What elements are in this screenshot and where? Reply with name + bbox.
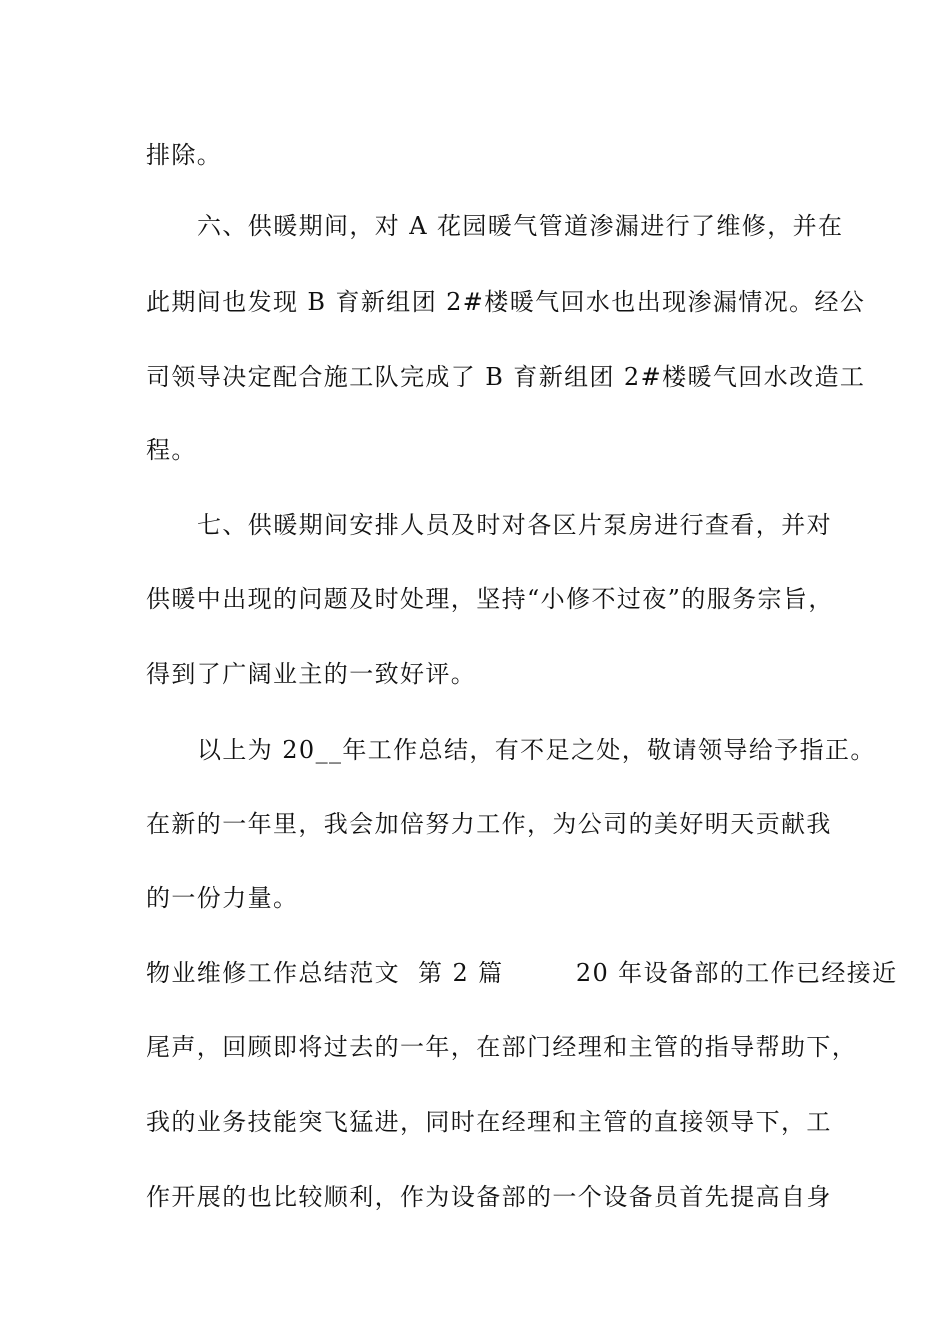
text-line-7: 供暖中出现的问题及时处理，坚持“小修不过夜”的服务宗旨， — [146, 585, 834, 613]
text-line-9: 以上为 20__年工作总结，有不足之处，敬请领导给予指正。 — [197, 736, 876, 764]
text-line-10: 在新的一年里，我会加倍努力工作，为公司的美好明天贡献我 — [146, 810, 832, 838]
text-line-14: 我的业务技能突飞猛进，同时在经理和主管的直接领导下，工 — [146, 1108, 832, 1136]
text-line-1: 排除。 — [146, 141, 223, 169]
text-line-13: 尾声，回顾即将过去的一年，在部门经理和主管的指导帮助下， — [146, 1033, 858, 1061]
text-line-12: 物业维修工作总结范文 第 2 篇 20 年设备部的工作已经接近 — [146, 959, 898, 987]
text-line-8: 得到了广阔业主的一致好评。 — [146, 660, 477, 688]
text-line-2: 六、供暖期间，对 A 花园暖气管道渗漏进行了维修，并在 — [197, 212, 844, 240]
text-line-5: 程。 — [146, 436, 197, 464]
text-line-15: 作开展的也比较顺利，作为设备部的一个设备员首先提高自身 — [146, 1183, 832, 1211]
text-line-11: 的一份力量。 — [146, 884, 299, 912]
text-line-4: 司领导决定配合施工队完成了 B 育新组团 2#楼暖气回水改造工 — [146, 363, 866, 391]
text-line-6: 七、供暖期间安排人员及时对各区片泵房进行查看，并对 — [197, 511, 832, 539]
text-line-3: 此期间也发现 B 育新组团 2#楼暖气回水也出现渗漏情况。经公 — [146, 288, 866, 316]
